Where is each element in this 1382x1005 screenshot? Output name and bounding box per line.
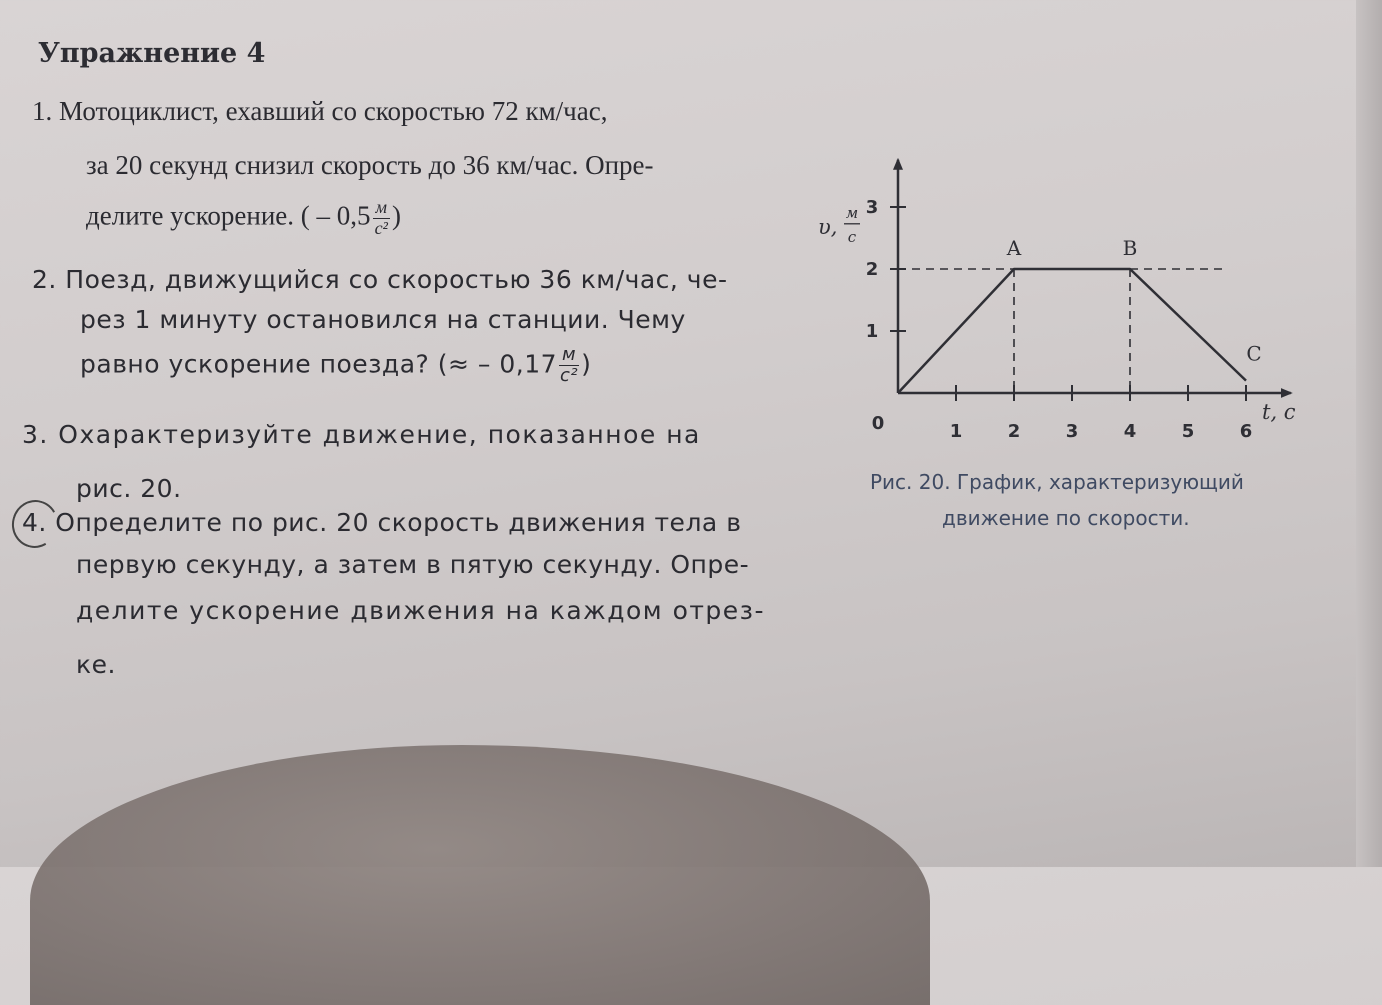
problem2-frac-den: с² <box>560 364 579 386</box>
y-unit-denominator: с <box>847 227 857 246</box>
problem2-frac-num: м <box>559 345 579 366</box>
problem1-line3 <box>86 198 401 239</box>
problem1-fraction <box>373 198 391 239</box>
problem4-line1: 4. Определите по рис. 20 скорость движения тела в <box>22 508 742 537</box>
problem3-line2: рис. 20. <box>76 474 182 503</box>
figure-caption-line1: Рис. 20. График, характеризующий <box>870 470 1244 494</box>
labels-group <box>818 197 1296 442</box>
figure-caption-line2: движение по скорости. <box>942 506 1190 530</box>
x-axis-label: t, с <box>1262 400 1296 424</box>
x-tick-label: 6 <box>1239 421 1253 442</box>
problem1-line3-suffix: ) <box>392 200 402 231</box>
problem1-frac-den: с² <box>374 217 388 238</box>
problem2-fraction <box>559 345 579 386</box>
y-axis-label: υ, <box>818 214 838 239</box>
x-tick-label: 3 <box>1065 421 1079 442</box>
point-label-b: B <box>1122 236 1138 260</box>
y-tick-label: 1 <box>865 321 879 342</box>
x-tick-label: 4 <box>1123 421 1137 442</box>
problem1-line2: за 20 секунд снизил скорость до 36 км/час. Опре- <box>86 150 654 180</box>
y-tick-label: 3 <box>865 197 879 218</box>
problem4-line2: первую секунду, а затем в пятую секунду. Опре- <box>76 550 750 579</box>
problem1-frac-num: м <box>373 198 391 219</box>
x-tick-label: 2 <box>1007 421 1021 442</box>
problem1-line1: 1. Мотоциклист, ехавший со скоростью 72 км/час, <box>32 96 608 126</box>
problem2-line3-prefix: равно ускорение поезда? (≈ – 0,17 <box>80 349 558 379</box>
shadow-blob <box>30 745 930 1005</box>
problem1-line3-prefix: делите ускорение. ( – 0,5 <box>86 200 371 231</box>
y-unit-numerator: м <box>845 203 859 222</box>
point-label-a: A <box>1006 236 1022 260</box>
problem2-line3-suffix: ) <box>581 349 592 379</box>
origin-label: 0 <box>871 413 885 434</box>
exercise-title: Упражнение 4 <box>38 38 266 69</box>
problem4-line3: делите ускорение движения на каждом отрез- <box>76 596 766 625</box>
problem3-line1: 3. Охарактеризуйте движение, показанное на <box>22 420 701 449</box>
guide-lines-group <box>898 269 1223 393</box>
x-tick-label: 1 <box>949 421 963 442</box>
velocity-line <box>898 269 1246 393</box>
point-label-c: C <box>1246 341 1262 366</box>
problem2-line3 <box>80 345 591 386</box>
velocity-time-graph <box>790 95 1320 455</box>
series-group <box>898 269 1246 393</box>
problem2-line1: 2. Поезд, движущийся со скоростью 36 км/час, че- <box>32 265 728 294</box>
problem4-line4: ке. <box>76 650 116 679</box>
page-edge <box>1356 0 1382 867</box>
problem2-line2: рез 1 минуту остановился на станции. Чему <box>80 305 686 334</box>
y-tick-label: 2 <box>865 259 879 280</box>
x-tick-label: 5 <box>1181 421 1195 442</box>
